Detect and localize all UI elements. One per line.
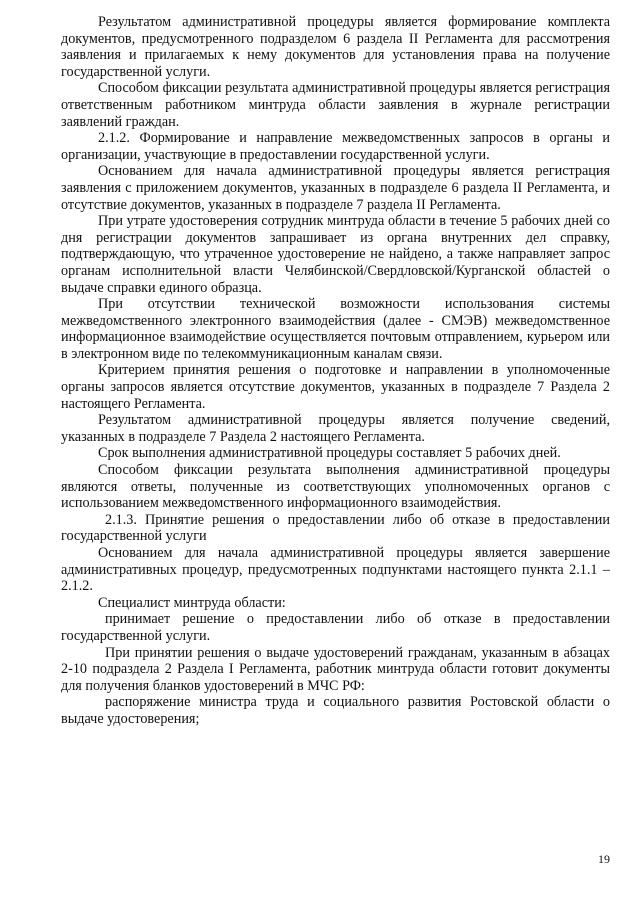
paragraph-procedure-result-info: Результатом административной процедуры является получение сведений, указанных в подразделе 7 Раздела 2 настоящего Регламента. xyxy=(61,412,610,445)
paragraph-makes-decision: принимает решение о предоставлении либо об отказе в предоставлении государственной услуги. xyxy=(61,611,610,644)
paragraph-procedure-result: Результатом административной процедуры является формирование комплекта документов, предусмотренного подразделом 6 раздела II Регламента для рассмотрения заявления и прилагаемых к нему документов для установления права на получение государственной услуги. xyxy=(61,14,610,80)
paragraph-certificate-issue-decision: При принятии решения о выдаче удостоверений гражданам, указанным в абзацах 2-10 подраздела 2 Раздела I Регламента, работник минтруда области готовит документы для получения бланков удостоверений в МЧС РФ: xyxy=(61,644,610,694)
paragraph-section-2-1-3: 2.1.3. Принятие решения о предоставлении либо об отказе в предоставлении государственной услуги xyxy=(61,511,610,545)
paragraph-section-2-1-2: 2.1.2. Формирование и направление межведомственных запросов в органы и организации, участвующие в предоставлении государственной услуги. xyxy=(61,130,610,163)
paragraph-basis-completion: Основанием для начала административной процедуры является завершение административных процедур, предусмотренных подпунктами настоящего пункта 2.1.1 – 2.1.2. xyxy=(61,545,610,595)
page-number: 19 xyxy=(598,852,610,866)
paragraph-result-fixation: Способом фиксации результата административной процедуры является регистрация ответственным работником минтруда области заявления в журнале регистрации заявлений граждан. xyxy=(61,80,610,130)
paragraph-fixation-method: Способом фиксации результата выполнения административной процедуры являются ответы, полученные из соответствующих уполномоченных органов с использованием межведомственного информационного взаимодействия. xyxy=(61,462,610,512)
paragraph-specialist: Специалист минтруда области: xyxy=(98,594,286,611)
paragraph-execution-term: Срок выполнения административной процедуры составляет 5 рабочих дней. xyxy=(98,445,561,462)
body-text xyxy=(61,14,610,728)
paragraph-lost-certificate: При утрате удостоверения сотрудник минтруда области в течение 5 рабочих дней со дня регистрации документов запрашивает из органа внутренних дел справку, подтверждающую, что утраченное удостоверение не найдено, а также направляет запрос органам исполнительной власти Челябинской/Свердловской/Курганской областей о выдаче справки единого образца. xyxy=(61,213,610,296)
paragraph-no-technical-possibility: При отсутствии технической возможности использования системы межведомственного электронного взаимодействия (далее - СМЭВ) межведомственное информационное взаимодействие осуществляется почтовым отправлением, курьером или в электронном виде по телекоммуникационным каналам связи. xyxy=(61,296,610,362)
paragraph-decision-criterion: Критерием принятия решения о подготовке и направлении в уполномоченные органы запросов является отсутствие документов, указанных в подразделе 7 Раздела 2 настоящего Регламента. xyxy=(61,362,610,412)
paragraph-basis-start: Основанием для начала административной процедуры является регистрация заявления с приложением документов, указанных в подразделе 6 раздела II Регламента, и отсутствие документов, указанных в подразделе 7 раздела II Регламента. xyxy=(61,163,610,213)
paragraph-minister-order: распоряжение министра труда и социального развития Ростовской области о выдаче удостоверения; xyxy=(61,694,610,727)
